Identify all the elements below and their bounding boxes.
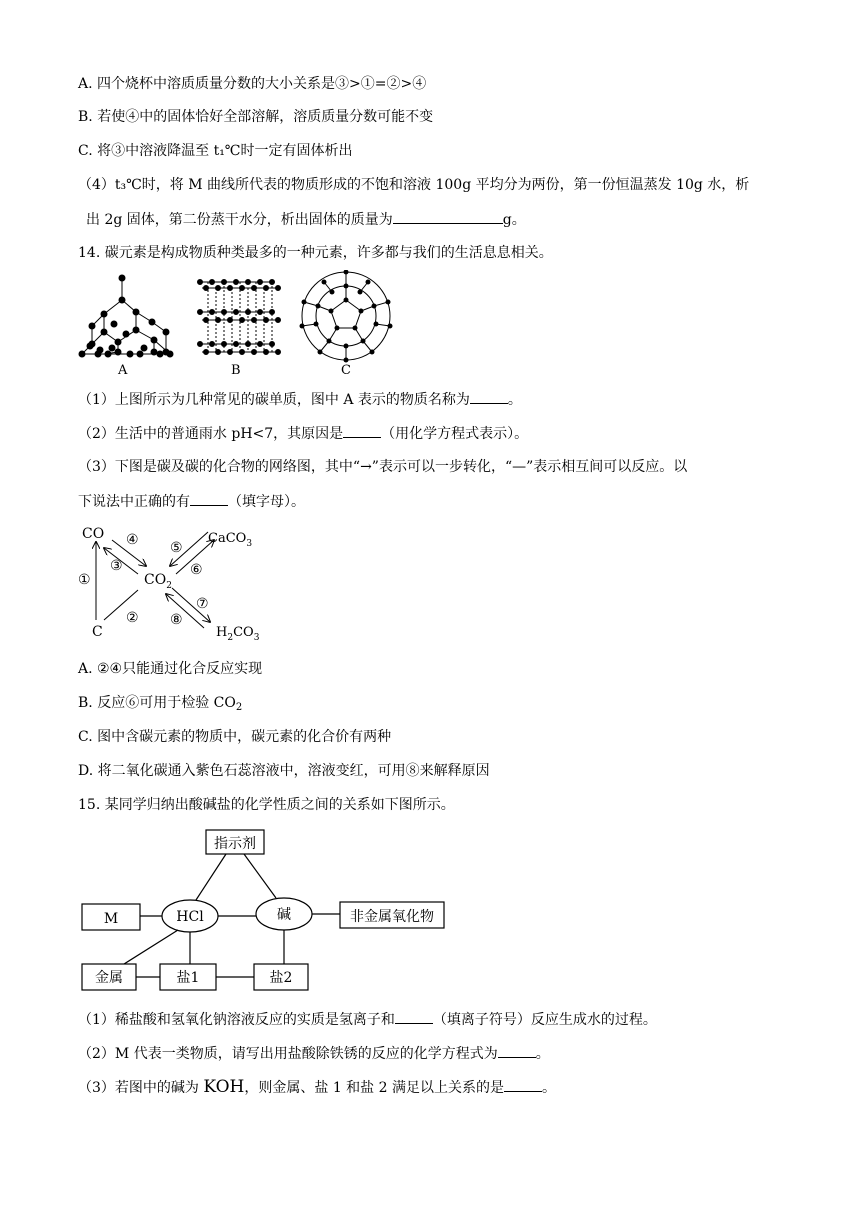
q14-option-b bbox=[78, 693, 242, 718]
q14-stem: 14. 碳元素是构成物质种类最多的一种元素，许多都与我们的生活息息相关。 bbox=[78, 245, 553, 261]
q15-part2-text: （2）M 代表一类物质，请写出用盐酸除铁锈的反应的化学方程式为 bbox=[78, 1046, 498, 1062]
answer-blank[interactable] bbox=[395, 1009, 433, 1024]
q14-part1-text: （1）上图所示为几种常见的碳单质，图中 A 表示的物质名称为 bbox=[78, 392, 470, 408]
label-7: ⑦ bbox=[196, 596, 209, 612]
q15-part3 bbox=[78, 1077, 556, 1098]
answer-blank[interactable] bbox=[393, 209, 503, 224]
q14-part2-end: （用化学方程式表示）。 bbox=[381, 426, 529, 442]
q13-option-c: C. 将③中溶液降温至 t₁℃时一定有固体析出 bbox=[78, 143, 353, 159]
metal-box: 金属 bbox=[95, 970, 123, 986]
q15-part3-text2: ，则金属、盐 1 和盐 2 满足以上关系的是 bbox=[244, 1080, 504, 1096]
koh-formula: KOH bbox=[203, 1077, 245, 1097]
base-node: 碱 bbox=[277, 907, 291, 923]
q14-option-c: C. 图中含碳元素的物质中，碳元素的化合价有两种 bbox=[78, 729, 392, 745]
carbon-network-diagram bbox=[74, 520, 274, 644]
carbon-allotropes-figure bbox=[74, 270, 414, 378]
q13-part4-text: 出 2g 固体，第二份蒸干水分，析出固体的质量为 bbox=[86, 212, 393, 228]
q15-part2-end: 。 bbox=[535, 1046, 550, 1062]
node-h2co3: $H_2CO_3$ bbox=[216, 625, 260, 643]
answer-blank[interactable] bbox=[190, 491, 228, 506]
q14-part2-text: （2）生活中的普通雨水 pH<7，其原因是 bbox=[78, 426, 344, 442]
acid-base-salt-diagram bbox=[78, 826, 448, 996]
answer-blank[interactable] bbox=[498, 1043, 536, 1058]
q13-option-b: B. 若使④中的固体恰好全部溶解，溶质质量分数可能不变 bbox=[78, 109, 434, 125]
q14-option-d: D. 将二氧化碳通入紫色石蕊溶液中，溶液变红，可用⑧来解释原因 bbox=[78, 763, 490, 779]
node-co2: $CO_2$ bbox=[144, 572, 172, 591]
q14-part3-line1: （3）下图是碳及碳的化合物的网络图，其中“→”表示可以一步转化，“—”表示相互间可以反应。以 bbox=[78, 459, 688, 475]
node-co: CO bbox=[82, 526, 105, 542]
indicator-box: 指示剂 bbox=[214, 836, 256, 852]
label-4: ④ bbox=[126, 532, 139, 548]
node-c: C bbox=[92, 624, 103, 640]
subscript: 2 bbox=[235, 702, 243, 713]
node-caco3: CaCO$_3$ bbox=[208, 531, 253, 549]
salt1-box: 盐1 bbox=[176, 970, 200, 986]
q14-option-a: A. ②④只能通过化合反应实现 bbox=[78, 661, 263, 677]
q15-part3-end: 。 bbox=[542, 1080, 556, 1096]
q14-part1-end: 。 bbox=[507, 392, 522, 408]
answer-blank[interactable] bbox=[343, 423, 381, 438]
label-2: ② bbox=[126, 610, 139, 626]
answer-blank[interactable] bbox=[470, 389, 508, 404]
q15-part1-end: （填离子符号）反应生成水的过程。 bbox=[432, 1012, 657, 1028]
answer-blank[interactable] bbox=[504, 1077, 542, 1092]
q14-option-b-text: B. 反应⑥可用于检验 CO bbox=[78, 695, 236, 711]
q13-part4-line1: （4）t₃℃时，将 M 曲线所代表的物质形成的不饱和溶液 100g 平均分为两份，第一份恒温蒸发 10g 水，析 bbox=[78, 177, 750, 193]
q15-part1 bbox=[78, 1009, 657, 1030]
label-6: ⑥ bbox=[190, 562, 203, 578]
q15-stem: 15. 某同学归纳出酸碱盐的化学性质之间的关系如下图所示。 bbox=[78, 797, 455, 813]
salt2-box: 盐2 bbox=[269, 970, 293, 986]
graphite-structure bbox=[198, 280, 281, 355]
label-5: ⑤ bbox=[170, 540, 183, 556]
q13-option-a: A. 四个烧杯中溶质质量分数的大小关系是③>①=②>④ bbox=[78, 76, 427, 92]
figure-label-a: A bbox=[118, 363, 128, 378]
q14-part3-line2 bbox=[78, 491, 305, 512]
q15-part2 bbox=[78, 1043, 550, 1064]
q15-part3-text: （3）若图中的碱为 bbox=[78, 1080, 204, 1096]
q13-part4-line2 bbox=[86, 209, 526, 230]
diamond-structure bbox=[79, 275, 173, 357]
q14-part3-text: 下说法中正确的有 bbox=[78, 494, 190, 510]
hcl-node: HCl bbox=[176, 909, 204, 925]
figure-label-c: C bbox=[341, 363, 351, 378]
label-1: ① bbox=[78, 572, 91, 588]
m-box: M bbox=[103, 911, 119, 927]
label-8: ⑧ bbox=[170, 612, 183, 628]
q13-part4-unit: g。 bbox=[502, 212, 526, 228]
q14-part3-end: （填字母）。 bbox=[228, 494, 305, 510]
q14-part1 bbox=[78, 389, 522, 410]
q15-part1-text: （1）稀盐酸和氢氧化钠溶液反应的实质是氢离子和 bbox=[78, 1012, 395, 1028]
q14-part2 bbox=[78, 423, 528, 444]
figure-label-b: B bbox=[231, 363, 241, 378]
nonmetal-oxide-box: 非金属氧化物 bbox=[350, 909, 434, 925]
label-3: ③ bbox=[110, 558, 123, 574]
